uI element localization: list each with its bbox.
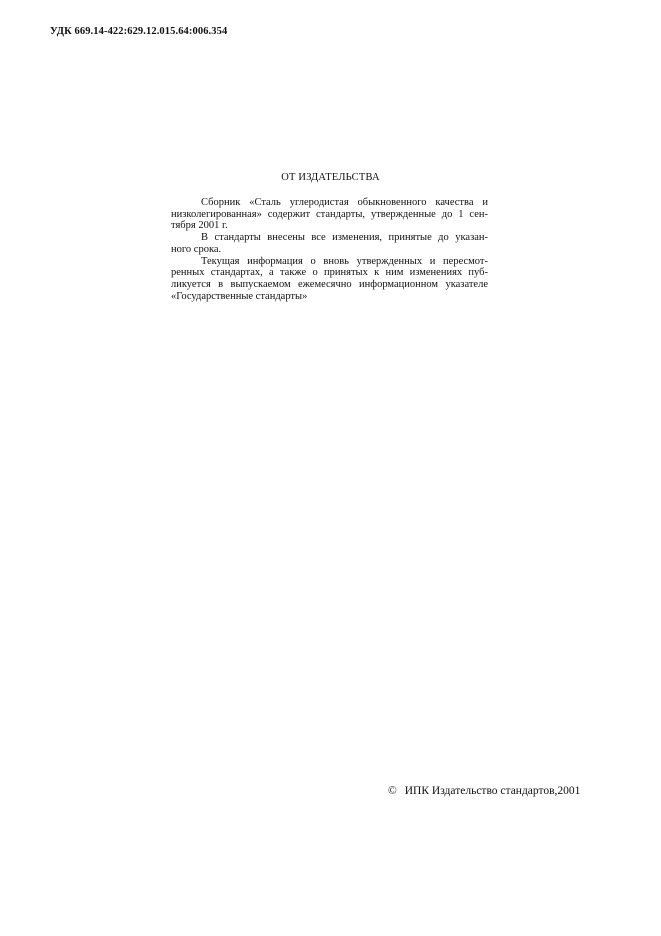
text-line: В стандарты внесены все изменения, принятые до указан- — [201, 232, 488, 244]
text-line: «Государственные стандарты» — [171, 290, 308, 302]
paragraph-collection — [171, 197, 488, 232]
udk-code: УДК 669.14-422:629.12.015.64:006.354 — [50, 26, 228, 37]
text-line: Текущая информация о вновь утвержденных и пересмот- — [201, 255, 488, 267]
text-line: тября 2001 г. — [171, 220, 228, 232]
copyright-text: ИПК Издательство стандартов,2001 — [404, 785, 581, 797]
paragraph-changes — [171, 232, 488, 255]
text-line: ликуется в выпускаемом ежемесячно информационном указателе — [171, 278, 488, 290]
text-line: Сборник «Сталь углеродистая обыкновенного качества и — [201, 197, 488, 208]
paragraph-information — [171, 256, 488, 303]
section-title: ОТ ИЗДАТЕЛЬСТВА — [281, 172, 380, 183]
publisher-note — [171, 197, 488, 302]
text-line: ренных стандартах, а также о принятых к ним изменениях пуб- — [171, 267, 488, 279]
copyright-notice — [388, 785, 580, 797]
text-line: ного срока. — [171, 243, 222, 255]
copyright-icon: © — [388, 785, 397, 797]
text-line: низколегированная» содержит стандарты, утвержденные до 1 сен- — [171, 208, 488, 220]
